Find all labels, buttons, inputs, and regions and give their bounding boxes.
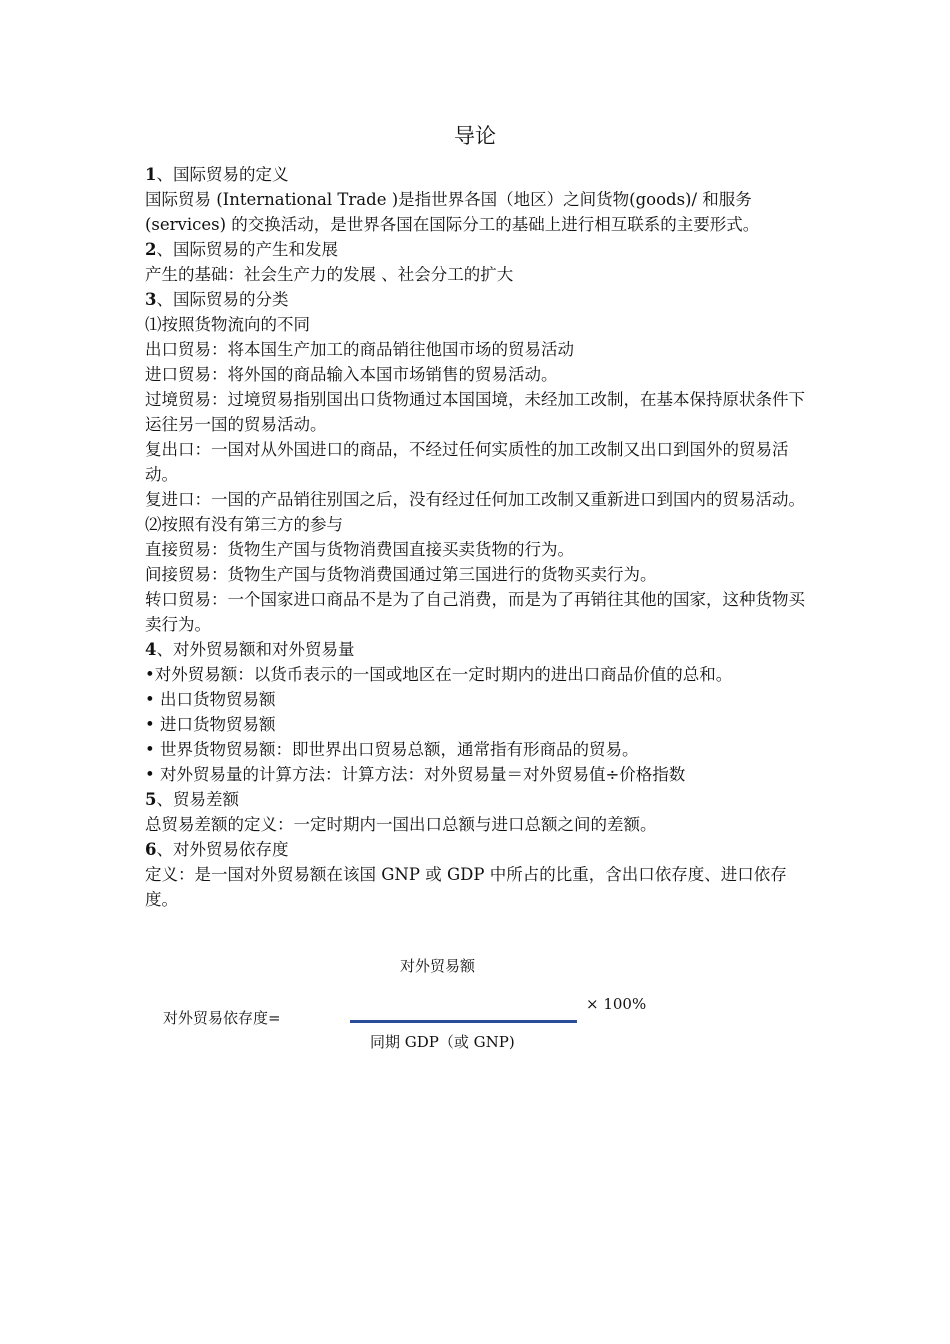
re-import: 复进口：一国的产品销往别国之后，没有经过任何加工改制又重新进口到国内的贸易活动。 bbox=[145, 490, 805, 509]
section-5-heading bbox=[145, 787, 810, 812]
section-4-heading bbox=[145, 637, 810, 662]
re-export: 复出口：一国对从外国进口的商品，不经过任何实质性的加工改制又出口到国外的贸易活动。 bbox=[145, 440, 789, 484]
transit-trade: 过境贸易：过境贸易指别国出口货物通过本国国境，未经加工改制，在基本保持原状条件下运往另一国的贸易活动。 bbox=[145, 390, 805, 434]
export-value-item: • 出口货物贸易额 bbox=[145, 690, 276, 709]
section-1-number: 1 bbox=[145, 165, 157, 184]
import-value-item: • 进口货物贸易额 bbox=[145, 715, 276, 734]
section-3-number: 3 bbox=[145, 290, 157, 309]
document-body bbox=[145, 162, 810, 912]
import-trade: 进口贸易：将外国的商品输入本国市场销售的贸易活动。 bbox=[145, 365, 558, 384]
formula-numerator: 对外贸易额 bbox=[400, 957, 476, 975]
section-4-number: 4 bbox=[145, 640, 157, 659]
formula-fraction-bar bbox=[350, 1020, 577, 1023]
section-3-heading bbox=[145, 287, 810, 312]
section-2-number: 2 bbox=[145, 240, 157, 259]
formula-denominator: 同期 GDP（或 GNP) bbox=[370, 1033, 515, 1051]
section-1-title: 、国际贸易的定义 bbox=[156, 165, 289, 184]
direct-trade: 直接贸易：货物生产国与货物消费国直接买卖货物的行为。 bbox=[145, 540, 574, 559]
trade-value-definition: •对外贸易额：以货币表示的一国或地区在一定时期内的进出口商品价值的总和。 bbox=[145, 665, 733, 684]
page-title: 导论 bbox=[454, 124, 496, 148]
entrepot-trade: 转口贸易：一个国家进口商品不是为了自己消费，而是为了再销往其他的国家，这种货物买卖行为。 bbox=[145, 590, 805, 634]
formula-multiplier: × 100% bbox=[586, 995, 647, 1013]
dependence-definition: 定义：是一国对外贸易额在该国 GNP 或 GDP 中所占的比重，含出口依存度、进口依存度。 bbox=[145, 865, 787, 909]
section-4-title: 、对外贸易额和对外贸易量 bbox=[156, 640, 355, 659]
section-2-heading bbox=[145, 237, 810, 262]
trade-definition: 国际贸易 (International Trade )是指世界各国（地区）之间货物(goods)/ 和服务(services) 的交换活动，是世界各国在国际分工的基础上进行相互联系的主要形式。 bbox=[145, 190, 760, 234]
export-trade: 出口贸易：将本国生产加工的商品销往他国市场的贸易活动 bbox=[145, 340, 574, 359]
section-6-number: 6 bbox=[145, 840, 157, 859]
section-6-heading bbox=[145, 837, 810, 862]
balance-definition: 总贸易差额的定义：一定时期内一国出口总额与进口总额之间的差额。 bbox=[145, 815, 657, 834]
section-3-title: 、国际贸易的分类 bbox=[156, 290, 289, 309]
section-1-heading bbox=[145, 162, 810, 187]
quantity-method-item: • 对外贸易量的计算方法：计算方法：对外贸易量＝对外贸易值÷价格指数 bbox=[145, 765, 686, 784]
classification-by-third-party: ⑵按照有没有第三方的参与 bbox=[145, 515, 343, 534]
world-value-item: • 世界货物贸易额：即世界出口贸易总额，通常指有形商品的贸易。 bbox=[145, 740, 639, 759]
section-5-title: 、贸易差额 bbox=[156, 790, 239, 809]
section-6-title: 、对外贸易依存度 bbox=[156, 840, 289, 859]
formula-label: 对外贸易依存度= bbox=[163, 1009, 281, 1027]
trade-basis: 产生的基础：社会生产力的发展 、社会分工的扩大 bbox=[145, 265, 514, 284]
indirect-trade: 间接贸易：货物生产国与货物消费国通过第三国进行的货物买卖行为。 bbox=[145, 565, 657, 584]
section-5-number: 5 bbox=[145, 790, 157, 809]
classification-by-flow: ⑴按照货物流向的不同 bbox=[145, 315, 310, 334]
section-2-title: 、国际贸易的产生和发展 bbox=[156, 240, 338, 259]
